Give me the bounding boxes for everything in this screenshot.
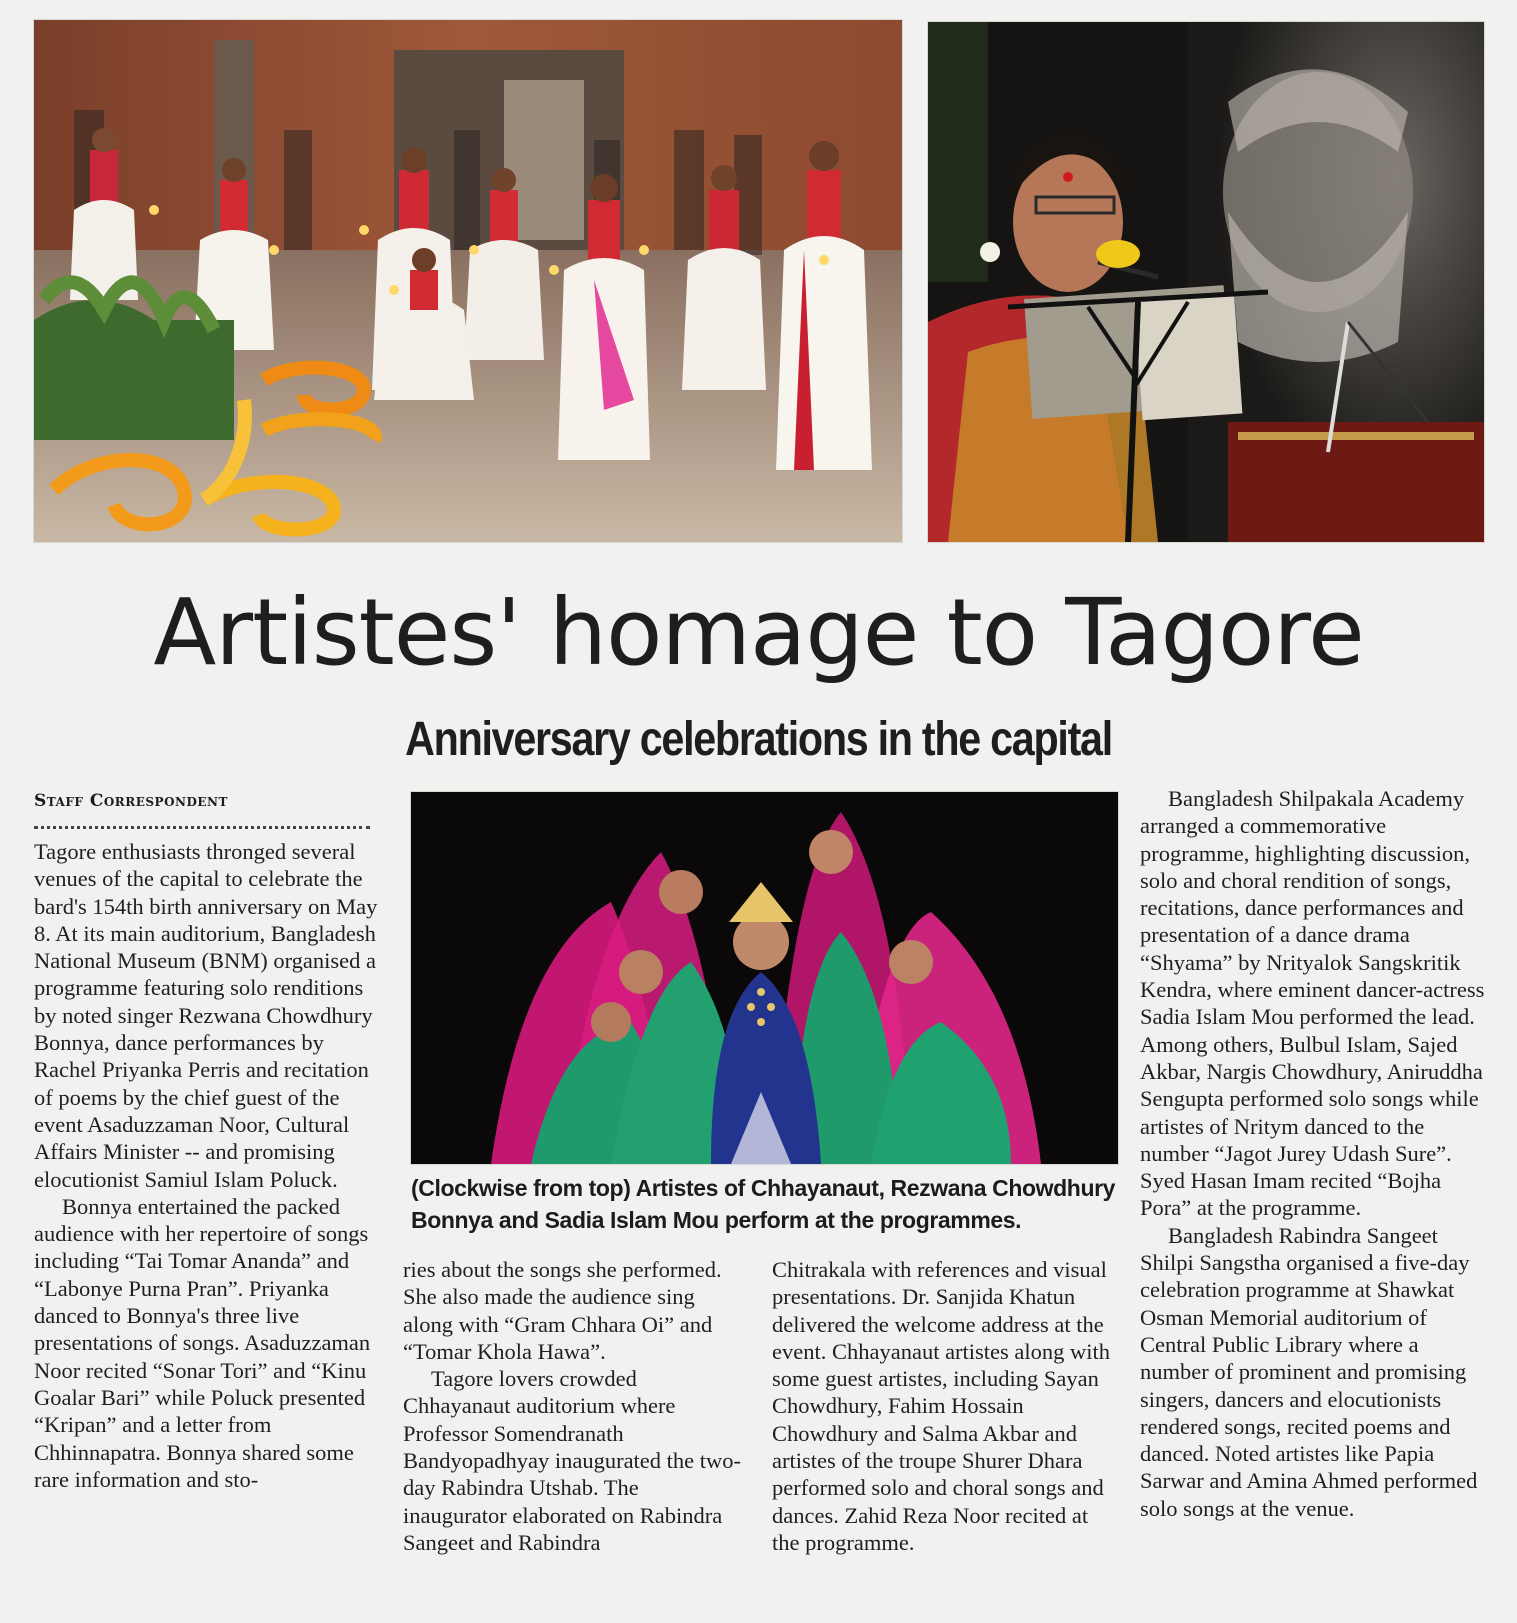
- article-column-2: [403, 1256, 743, 1556]
- article-column-3: [772, 1256, 1118, 1556]
- paragraph: Bonnya entertained the packed audience with her repertoire of songs including “Tai Tomar Ananda” and “Labonye Purna Pran”. Priyanka danced to Bonnya's three live presentations of songs. Asaduzzaman Noor recited “Sonar Tori” and “Kinu Goalar Bari” while Poluck presented “Kripan” and a letter from Chhinnapatra. Bonnya shared some rare information and sto-: [34, 1193, 371, 1492]
- article-column-4: [1140, 785, 1490, 1522]
- subheadline: Anniversary celebrations in the capital: [405, 713, 1112, 766]
- headline: Artistes' homage to Tagore: [153, 579, 1364, 686]
- paragraph: Bangladesh Shilpakala Academy arranged a commemorative programme, highlighting discussion, solo and choral rendition of songs, recitations, dance performances and presentation of a dance drama “Shyama” by Nrityalok Sangskritik Kendra, where eminent dancer-actress Sadia Islam Mou performed the lead. Among others, Bulbul Islam, Sajed Akbar, Nargis Chowdhury, Aniruddha Sengupta performed solo songs while artistes of Nritym danced to the number “Jagot Jurey Udash Sure”. Syed Hasan Imam recited “Bojha Pora” at the programme.: [1140, 786, 1485, 1221]
- article-column-1: [34, 838, 382, 1493]
- paragraph: Tagore enthusiasts thronged several venues of the capital to celebrate the bard's 154th birth anniversary on May 8. At its main auditorium, Bangladesh National Museum (BNM) organised a programme featuring solo renditions by noted singer Rezwana Chowdhury Bonnya, dance performances by Rachel Priyanka Perris and recitation of poems by the chief guest of the event Asaduzzaman Noor, Cultural Affairs Minister -- and promising elocutionist Samiul Islam Poluck.: [34, 839, 378, 1192]
- photo-singer-with-portrait: [928, 22, 1484, 542]
- byline-divider: [34, 826, 370, 829]
- paragraph: Chitrakala with references and visual presentations. Dr. Sanjida Khatun delivered the welcome address at the event. Chhayanaut artistes along with some guest artistes, including Sayan Chowdhury, Fahim Hossain Chowdhury and Salma Akbar and artistes of the troupe Shurer Dhara performed solo and choral songs and dances. Zahid Reza Noor recited at the programme.: [772, 1257, 1111, 1555]
- paragraph: Tagore lovers crowded Chhayanaut auditorium where Professor Somendranath Bandyopadhyay inaugurated the two-day Rabindra Utshab. The inaugurator elaborated on Rabindra Sangeet and Rabindra: [403, 1366, 742, 1555]
- photo-dancers-with-lamps: [34, 20, 902, 542]
- byline: Staff Correspondent: [34, 791, 228, 811]
- paragraph: ries about the songs she performed. She also made the audience sing along with “Gram Chhara Oi” and “Tomar Khola Hawa”.: [403, 1257, 722, 1364]
- photo-caption: (Clockwise from top) Artistes of Chhayanaut, Rezwana Chowdhury Bonnya and Sadia Islam Mou perform at the programmes.: [411, 1175, 1116, 1233]
- paragraph: Bangladesh Rabindra Sangeet Shilpi Sangstha organised a five-day celebration programme at Shawkat Osman Memorial auditorium of Central Public Library where a number of prominent and promising singers, dancers and elocutionists rendered songs, recited poems and danced. Noted artistes like Papia Sarwar and Amina Ahmed performed solo songs at the venue.: [1140, 1222, 1478, 1521]
- photo-dance-drama: [411, 792, 1118, 1164]
